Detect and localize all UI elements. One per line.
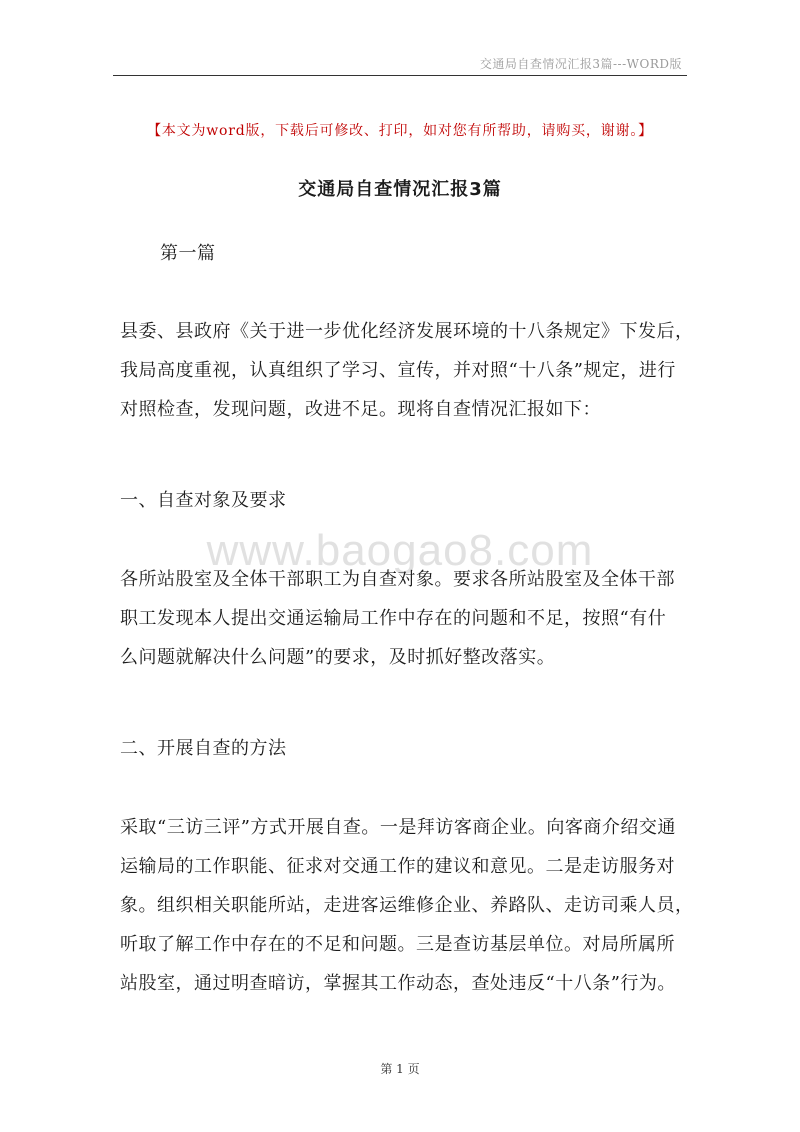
intro-paragraph	[120, 312, 694, 429]
part-label-text: 第一篇	[160, 243, 216, 264]
paragraph-line: 对照检查，发现问题，改进不足。现将自查情况汇报如下：	[120, 399, 601, 420]
paragraph-line: 听取了解工作中存在的不足和问题。三是查访基层单位。对局所属所	[120, 934, 675, 955]
watermark: www.baogao8.com	[206, 526, 594, 575]
section-heading-text: 一、自查对象及要求	[120, 490, 287, 511]
part-label	[120, 234, 690, 273]
section2-paragraph	[120, 808, 694, 1003]
section-heading	[120, 481, 690, 520]
paragraph-line: 采取“三访三评”方式开展自查。一是拜访客商企业。向客商介绍交通	[120, 817, 676, 838]
paragraph-line: 运输局的工作职能、征求对交通工作的建议和意见。二是走访服务对	[120, 856, 675, 877]
paragraph-line: 我局高度重视，认真组织了学习、宣传，并对照“十八条”规定，进行	[120, 360, 676, 381]
document-title: 交通局自查情况汇报3篇	[298, 179, 502, 200]
paragraph-line: 职工发现本人提出交通运输局工作中存在的问题和不足，按照“有什	[120, 608, 667, 629]
paragraph-line: 各所站股室及全体干部职工为自查对象。要求各所站股室及全体干部	[120, 569, 675, 590]
paragraph-line: 么问题就解决什么问题”的要求，及时抓好整改落实。	[120, 647, 556, 668]
header-rule	[113, 75, 687, 76]
section-heading	[120, 729, 690, 768]
purchase-notice: 【本文为word版，下载后可修改、打印，如对您有所帮助，请购买，谢谢。】	[147, 123, 653, 139]
page-number: 第 1 页	[380, 1062, 420, 1076]
running-header: 交通局自查情况汇报3篇---WORD版	[479, 57, 682, 71]
section-heading-text: 二、开展自查的方法	[120, 738, 287, 759]
section1-paragraph	[120, 560, 690, 677]
paragraph-line: 县委、县政府《关于进一步优化经济发展环境的十八条规定》下发后，	[120, 321, 694, 342]
paragraph-line: 站股室，通过明查暗访，掌握其工作动态，查处违反“十八条”行为。	[120, 973, 676, 994]
paragraph-line: 象。组织相关职能所站，走进客运维修企业、养路队、走访司乘人员，	[120, 895, 694, 916]
